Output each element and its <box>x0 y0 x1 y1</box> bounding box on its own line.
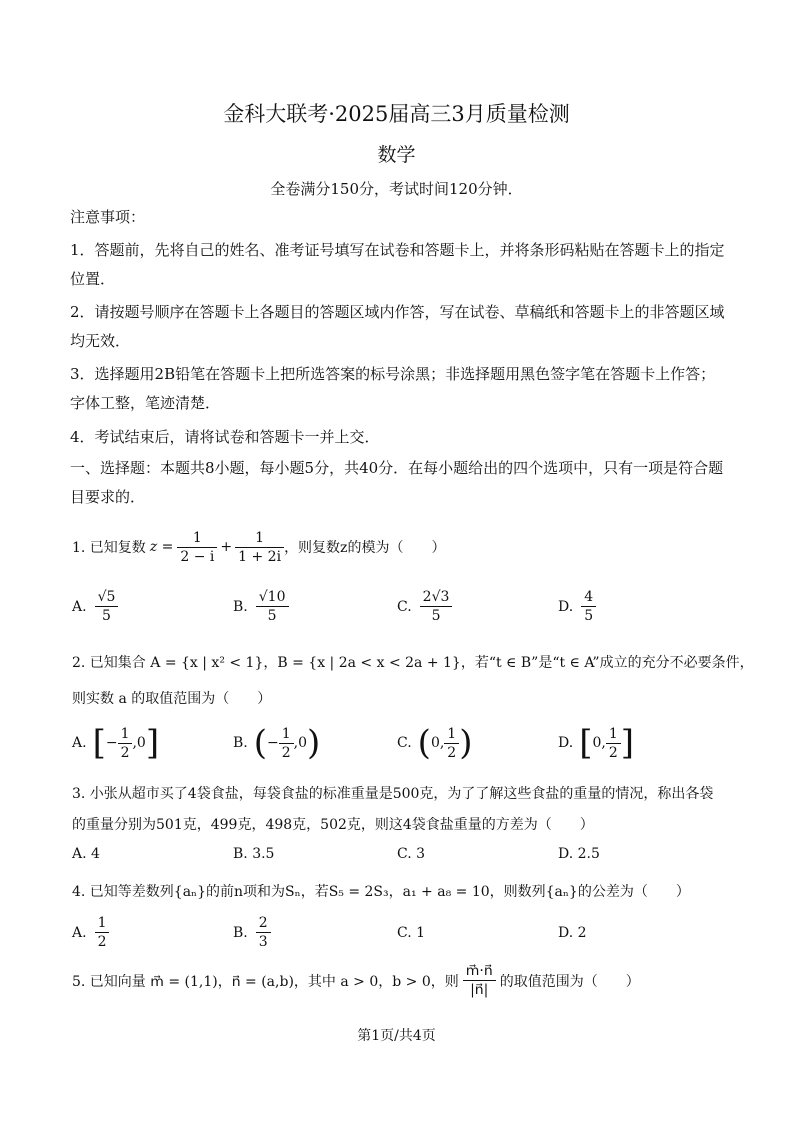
note-item-2: 2．请按题号顺序在答题卡上各题目的答题区域内作答，写在试卷、草稿纸和答题卡上的非答题区域均无效． <box>70 303 725 350</box>
q3-option-a[interactable]: A. 4 <box>72 846 100 862</box>
q2-option-c[interactable]: C. ( 0, $\frac{1}{2}$ ) <box>397 723 473 763</box>
q1-z: z = <box>149 539 174 555</box>
question-4: 4. 已知等差数列{aₙ}的前n项和为Sₙ，若S₅ = 2S₃，a₁ + a₈ = 10，则数列{aₙ}的公差为（ ） <box>72 884 690 900</box>
q1-fraction-1: $\frac{1}{2 - i}$ <box>177 529 217 566</box>
q4-option-a[interactable]: A. $\frac{1}{2}$ <box>72 914 109 951</box>
q1-option-b[interactable]: B. $\frac{√10}{5}$ <box>233 588 289 625</box>
notes-heading: 注意事项： <box>70 208 146 226</box>
q3-option-c[interactable]: C. 3 <box>397 846 426 862</box>
q3-option-b[interactable]: B. 3.5 <box>233 846 275 862</box>
question-3-line-2: 的重量分别为501克，499克，498克，502克，则这4袋食盐重量的方差为（ ） <box>72 817 594 833</box>
q1-option-c[interactable]: C. $\frac{2√3}{5}$ <box>397 588 452 625</box>
note-item-3: 3．选择题用2B铅笔在答题卡上把所选答案的标号涂黑；非选择题用黑色签字笔在答题卡上作答；字体工整，笔迹清楚． <box>70 365 716 412</box>
question-2-line-2: 则实数 a 的取值范围为（ ） <box>72 691 272 707</box>
q1-suffix: ，则复数z的模为（ ） <box>284 540 446 556</box>
subject-title: 数学 <box>377 144 416 166</box>
question-3-line-1: 3. 小张从超市买了4袋食盐，每袋食盐的标准重量是500克，为了了解这些食盐的重量的情况，称出各袋 <box>72 786 714 802</box>
q1-prefix: 1. 已知复数 <box>72 540 146 556</box>
q1-option-a[interactable]: A. $\frac{√5}{5}$ <box>72 588 118 625</box>
q2-option-b[interactable]: B. ( − $\frac{1}{2}$ ,0 ) <box>233 723 321 763</box>
exam-title: 金科大联考·2025届高三3月质量检测 <box>223 102 570 126</box>
q4-option-d[interactable]: D. 2 <box>558 925 587 941</box>
full-score-info: 全卷满分150分，考试时间120分钟． <box>270 180 523 198</box>
q1-plus: + <box>220 539 233 555</box>
section-heading: 一、选择题：本题共8小题，每小题5分，共40分．在每小题给出的四个选项中，只有一项是符合题目要求的． <box>70 459 724 506</box>
q5-prefix: 5. 已知向量 m⃗ = (1,1)，n⃗ = (a,b)，其中 a > 0，b > 0，则 <box>72 973 459 990</box>
q1-option-d[interactable]: D. $\frac{4}{5}$ <box>558 588 596 625</box>
question-2-line-1: 2. 已知集合 A = {x | x² < 1}，B = {x | 2a < x < 2a + 1}，若“t ∈ B”是“t ∈ A”成立的充分不必要条件， <box>72 655 754 671</box>
note-item-1: 1．答题前，先将自己的姓名、准考证号填写在试卷和答题卡上，并将条形码粘贴在答题卡上的指定位置． <box>70 241 725 288</box>
q4-option-c[interactable]: C. 1 <box>397 925 426 941</box>
page-number: 第1页/共4页 <box>357 1028 436 1044</box>
q2-option-a[interactable]: A. [ − $\frac{1}{2}$ ,0 ] <box>72 723 160 763</box>
question-1 <box>72 522 445 572</box>
q1-fraction-2: $\frac{1}{1 + 2i}$ <box>235 529 284 566</box>
q3-option-d[interactable]: D. 2.5 <box>558 846 600 862</box>
q4-option-b[interactable]: B. $\frac{2}{3}$ <box>233 914 271 951</box>
q2-option-d[interactable]: D. [ 0, $\frac{1}{2}$ ] <box>558 723 634 763</box>
q5-fraction: $\frac{m⃗\cdot n⃗}{|n⃗|}$ <box>463 962 496 999</box>
question-5 <box>72 962 640 999</box>
note-item-4: 4．考试结束后，请将试卷和答题卡一并上交． <box>70 428 380 446</box>
q5-suffix: 的取值范围为（ ） <box>499 973 640 990</box>
